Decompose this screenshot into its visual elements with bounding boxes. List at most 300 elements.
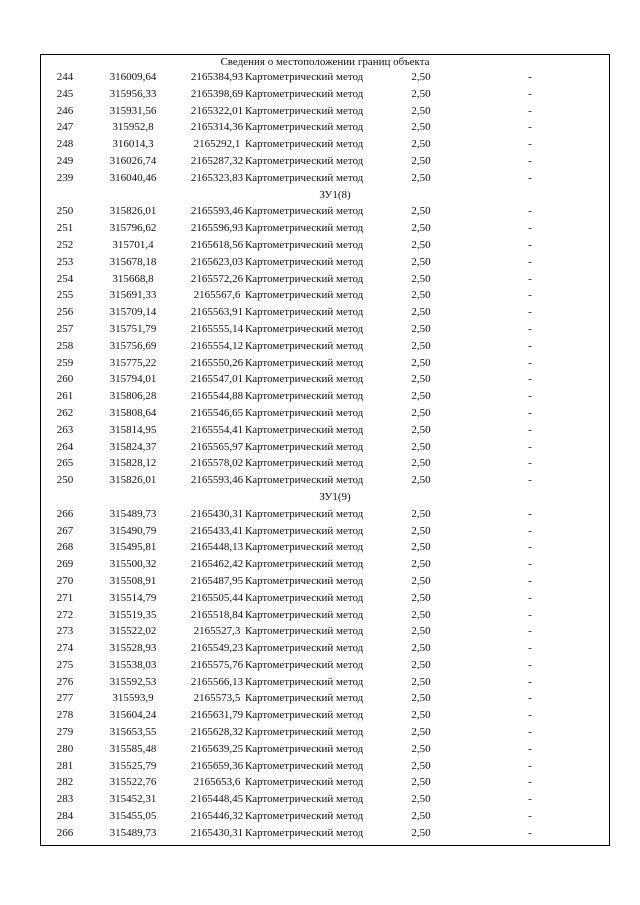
point-number: 276	[56, 675, 74, 688]
description: -	[528, 675, 532, 688]
method: Картометрический метод	[245, 558, 364, 571]
table-row	[41, 506, 609, 523]
table-title: Сведения о местоположении границ объекта	[220, 56, 430, 68]
coord-x: 315691,33	[109, 289, 157, 302]
coord-y: 2165505,44	[190, 591, 244, 604]
coord-y: 2165554,12	[190, 339, 244, 352]
point-number: 274	[56, 642, 74, 655]
coord-x: 315796,62	[109, 222, 157, 235]
method: Картометрический метод	[245, 826, 364, 839]
method: Картометрический метод	[245, 171, 364, 184]
coord-y: 2165430,31	[190, 826, 244, 839]
accuracy: 2,50	[411, 591, 431, 604]
coord-x: 315455,05	[109, 810, 157, 823]
method: Картометрический метод	[245, 406, 364, 419]
coord-x: 315452,31	[109, 793, 157, 806]
method: Картометрический метод	[245, 322, 364, 335]
accuracy: 2,50	[411, 726, 431, 739]
coord-x: 315956,33	[109, 87, 157, 100]
coord-y: 2165631,79	[190, 709, 244, 722]
coord-y: 2165398,69	[190, 87, 244, 100]
table-row	[41, 321, 609, 338]
table-row	[41, 556, 609, 573]
coord-x: 315514,79	[109, 591, 157, 604]
point-number: 281	[56, 759, 74, 772]
point-number: 239	[56, 171, 74, 184]
table-row	[41, 86, 609, 103]
coord-x: 315701,4	[112, 238, 154, 251]
coord-y: 2165639,25	[190, 742, 244, 755]
accuracy: 2,50	[411, 574, 431, 587]
coord-x: 315519,35	[109, 608, 157, 621]
method: Картометрический метод	[245, 222, 364, 235]
accuracy: 2,50	[411, 692, 431, 705]
coord-x: 315794,01	[109, 373, 157, 386]
description: -	[528, 423, 532, 436]
method: Картометрический метод	[245, 104, 364, 117]
coord-x: 315508,91	[109, 574, 157, 587]
description: -	[528, 457, 532, 470]
method: Картометрический метод	[245, 776, 364, 789]
coord-y: 2165433,41	[190, 524, 244, 537]
accuracy: 2,50	[411, 406, 431, 419]
description: -	[528, 558, 532, 571]
description: -	[528, 440, 532, 453]
method: Картометрический метод	[245, 138, 364, 151]
method: Картометрический метод	[245, 87, 364, 100]
description: -	[528, 356, 532, 369]
point-number: 247	[56, 121, 74, 134]
point-number: 261	[56, 390, 74, 403]
method: Картометрический метод	[245, 507, 364, 520]
point-number: 278	[56, 709, 74, 722]
method: Картометрический метод	[245, 423, 364, 436]
accuracy: 2,50	[411, 272, 431, 285]
description: -	[528, 306, 532, 319]
method: Картометрический метод	[245, 272, 364, 285]
coord-y: 2165563,91	[190, 306, 244, 319]
coord-x: 315489,73	[109, 826, 157, 839]
accuracy: 2,50	[411, 675, 431, 688]
coord-x: 315828,12	[109, 457, 157, 470]
description: -	[528, 373, 532, 386]
coord-x: 315653,55	[109, 726, 157, 739]
accuracy: 2,50	[411, 642, 431, 655]
coord-y: 2165573,5	[193, 692, 241, 705]
description: -	[528, 171, 532, 184]
coord-x: 315952,8	[112, 121, 154, 134]
point-number: 259	[56, 356, 74, 369]
coord-x: 315525,79	[109, 759, 157, 772]
coord-x: 316009,64	[109, 71, 157, 83]
coord-y: 2165544,88	[190, 390, 244, 403]
point-number: 271	[56, 591, 74, 604]
point-number: 252	[56, 238, 74, 251]
table-row	[41, 304, 609, 321]
description: -	[528, 222, 532, 235]
method: Картометрический метод	[245, 642, 364, 655]
coord-x: 315808,64	[109, 406, 157, 419]
coord-y: 2165653,6	[193, 776, 241, 789]
accuracy: 2,50	[411, 507, 431, 520]
coord-y: 2165448,13	[190, 541, 244, 554]
method: Картометрический метод	[245, 574, 364, 587]
point-number: 268	[56, 541, 74, 554]
description: -	[528, 810, 532, 823]
method: Картометрический метод	[245, 306, 364, 319]
accuracy: 2,50	[411, 524, 431, 537]
coord-x: 315500,32	[109, 558, 157, 571]
point-number: 258	[56, 339, 74, 352]
table-row	[41, 808, 609, 825]
coord-y: 2165572,26	[190, 272, 244, 285]
accuracy: 2,50	[411, 289, 431, 302]
coord-y: 2165578,02	[190, 457, 244, 470]
accuracy: 2,50	[411, 171, 431, 184]
coord-y: 2165384,93	[190, 71, 244, 83]
method: Картометрический метод	[245, 205, 364, 218]
coord-y: 2165322,01	[190, 104, 244, 117]
coord-y: 2165593,46	[190, 474, 244, 487]
table-row	[41, 69, 609, 86]
table-row	[41, 674, 609, 691]
point-number: 282	[56, 776, 74, 789]
table-row	[41, 388, 609, 405]
point-number: 251	[56, 222, 74, 235]
description: -	[528, 507, 532, 520]
method: Картометрический метод	[245, 759, 364, 772]
coord-x: 315490,79	[109, 524, 157, 537]
coord-x: 315678,18	[109, 255, 157, 268]
table-row	[41, 439, 609, 456]
method: Картометрический метод	[245, 608, 364, 621]
coord-x: 315826,01	[109, 474, 157, 487]
point-number: 262	[56, 406, 74, 419]
table-row	[41, 472, 609, 489]
coord-x: 315751,79	[109, 322, 157, 335]
coord-x: 315528,93	[109, 642, 157, 655]
coord-y: 2165546,65	[190, 406, 244, 419]
coord-y: 2165628,32	[190, 726, 244, 739]
method: Картометрический метод	[245, 440, 364, 453]
accuracy: 2,50	[411, 121, 431, 134]
point-number: 269	[56, 558, 74, 571]
coord-x: 316026,74	[109, 154, 157, 167]
coord-y: 2165323,83	[190, 171, 244, 184]
accuracy: 2,50	[411, 87, 431, 100]
coord-y: 2165566,13	[190, 675, 244, 688]
point-number: 273	[56, 625, 74, 638]
coord-y: 2165554,41	[190, 423, 244, 436]
accuracy: 2,50	[411, 658, 431, 671]
description: -	[528, 658, 532, 671]
table-row	[41, 607, 609, 624]
table-row	[41, 774, 609, 791]
description: -	[528, 793, 532, 806]
coord-x: 315495,81	[109, 541, 157, 554]
table-row	[41, 590, 609, 607]
coord-y: 2165487,95	[190, 574, 244, 587]
table-row	[41, 758, 609, 775]
description: -	[528, 154, 532, 167]
coordinates-table	[41, 69, 609, 842]
method: Картометрический метод	[245, 524, 364, 537]
section-label: ЗУ1(8)	[319, 188, 351, 201]
description: -	[528, 642, 532, 655]
point-number: 279	[56, 726, 74, 739]
method: Картометрический метод	[245, 625, 364, 638]
coord-x: 315538,03	[109, 658, 157, 671]
method: Картометрический метод	[245, 793, 364, 806]
coord-x: 315585,48	[109, 742, 157, 755]
coord-y: 2165618,56	[190, 238, 244, 251]
method: Картометрический метод	[245, 255, 364, 268]
accuracy: 2,50	[411, 423, 431, 436]
point-number: 277	[56, 692, 74, 705]
accuracy: 2,50	[411, 138, 431, 151]
table-row	[41, 690, 609, 707]
table-row	[41, 405, 609, 422]
point-number: 248	[56, 138, 74, 151]
accuracy: 2,50	[411, 390, 431, 403]
coord-y: 2165575,76	[190, 658, 244, 671]
method: Картометрический метод	[245, 289, 364, 302]
table-row	[41, 640, 609, 657]
method: Картометрический метод	[245, 726, 364, 739]
coord-x: 316014,3	[112, 138, 154, 151]
coord-y: 2165527,3	[193, 625, 241, 638]
table-row	[41, 220, 609, 237]
coord-y: 2165659,36	[190, 759, 244, 772]
description: -	[528, 272, 532, 285]
accuracy: 2,50	[411, 205, 431, 218]
accuracy: 2,50	[411, 306, 431, 319]
coord-x: 315709,14	[109, 306, 157, 319]
description: -	[528, 104, 532, 117]
point-number: 250	[56, 205, 74, 218]
table-row	[41, 539, 609, 556]
coord-y: 2165623,03	[190, 255, 244, 268]
method: Картометрический метод	[245, 154, 364, 167]
point-number: 272	[56, 608, 74, 621]
point-number: 280	[56, 742, 74, 755]
coord-x: 315489,73	[109, 507, 157, 520]
accuracy: 2,50	[411, 104, 431, 117]
table-row	[41, 724, 609, 741]
description: -	[528, 591, 532, 604]
coord-y: 2165555,14	[190, 322, 244, 335]
table-row	[41, 103, 609, 120]
coord-y: 2165550,26	[190, 356, 244, 369]
description: -	[528, 574, 532, 587]
description: -	[528, 390, 532, 403]
coord-x: 316040,46	[109, 171, 157, 184]
coord-x: 315668,8	[112, 272, 154, 285]
accuracy: 2,50	[411, 71, 431, 83]
accuracy: 2,50	[411, 625, 431, 638]
accuracy: 2,50	[411, 826, 431, 839]
coord-y: 2165518,84	[190, 608, 244, 621]
description: -	[528, 692, 532, 705]
accuracy: 2,50	[411, 339, 431, 352]
coord-x: 315604,24	[109, 709, 157, 722]
point-number: 253	[56, 255, 74, 268]
accuracy: 2,50	[411, 474, 431, 487]
description: -	[528, 608, 532, 621]
table-row	[41, 523, 609, 540]
point-number: 275	[56, 658, 74, 671]
description: -	[528, 121, 532, 134]
method: Картометрический метод	[245, 675, 364, 688]
table-row	[41, 422, 609, 439]
coord-y: 2165314,36	[190, 121, 244, 134]
coord-y: 2165593,46	[190, 205, 244, 218]
point-number: 265	[56, 457, 74, 470]
method: Картометрический метод	[245, 692, 364, 705]
accuracy: 2,50	[411, 558, 431, 571]
point-number: 267	[56, 524, 74, 537]
point-number: 246	[56, 104, 74, 117]
coord-x: 315826,01	[109, 205, 157, 218]
description: -	[528, 826, 532, 839]
table-row	[41, 707, 609, 724]
accuracy: 2,50	[411, 759, 431, 772]
table-row	[41, 355, 609, 372]
table-row	[41, 623, 609, 640]
point-number: 284	[56, 810, 74, 823]
method: Картометрический метод	[245, 709, 364, 722]
table-row	[41, 741, 609, 758]
point-number: 250	[56, 474, 74, 487]
accuracy: 2,50	[411, 742, 431, 755]
point-number: 270	[56, 574, 74, 587]
method: Картометрический метод	[245, 541, 364, 554]
accuracy: 2,50	[411, 322, 431, 335]
point-number: 254	[56, 272, 74, 285]
coord-y: 2165596,93	[190, 222, 244, 235]
method: Картометрический метод	[245, 810, 364, 823]
coord-x: 315592,53	[109, 675, 157, 688]
coord-y: 2165446,32	[190, 810, 244, 823]
description: -	[528, 238, 532, 251]
point-number: 255	[56, 289, 74, 302]
method: Картометрический метод	[245, 238, 364, 251]
point-number: 257	[56, 322, 74, 335]
description: -	[528, 541, 532, 554]
coord-x: 315931,56	[109, 104, 157, 117]
coord-y: 2165547,01	[190, 373, 244, 386]
coord-y: 2165549,23	[190, 642, 244, 655]
table-row	[41, 573, 609, 590]
point-number: 266	[56, 507, 74, 520]
method: Картометрический метод	[245, 457, 364, 470]
accuracy: 2,50	[411, 541, 431, 554]
description: -	[528, 406, 532, 419]
table-row	[41, 825, 609, 842]
method: Картометрический метод	[245, 742, 364, 755]
description: -	[528, 759, 532, 772]
table-row	[41, 119, 609, 136]
coord-y: 2165430,31	[190, 507, 244, 520]
coord-y: 2165462,42	[190, 558, 244, 571]
table-row	[41, 371, 609, 388]
table-row	[41, 455, 609, 472]
point-number: 244	[56, 71, 74, 83]
table-row	[41, 254, 609, 271]
description: -	[528, 742, 532, 755]
method: Картометрический метод	[245, 474, 364, 487]
point-number: 256	[56, 306, 74, 319]
section-label: ЗУ1(9)	[319, 490, 351, 503]
accuracy: 2,50	[411, 238, 431, 251]
method: Картометрический метод	[245, 71, 364, 83]
accuracy: 2,50	[411, 608, 431, 621]
method: Картометрический метод	[245, 591, 364, 604]
accuracy: 2,50	[411, 356, 431, 369]
accuracy: 2,50	[411, 810, 431, 823]
accuracy: 2,50	[411, 709, 431, 722]
table-row	[41, 153, 609, 170]
coord-y: 2165292,1	[193, 138, 241, 151]
method: Картометрический метод	[245, 658, 364, 671]
description: -	[528, 726, 532, 739]
coord-x: 315806,28	[109, 390, 157, 403]
description: -	[528, 138, 532, 151]
point-number: 283	[56, 793, 74, 806]
accuracy: 2,50	[411, 373, 431, 386]
description: -	[528, 524, 532, 537]
description: -	[528, 289, 532, 302]
coord-x: 315756,69	[109, 339, 157, 352]
method: Картометрический метод	[245, 121, 364, 134]
description: -	[528, 205, 532, 218]
coord-y: 2165567,6	[193, 289, 241, 302]
method: Картометрический метод	[245, 390, 364, 403]
coord-x: 315824,37	[109, 440, 157, 453]
table-row	[41, 237, 609, 254]
method: Картометрический метод	[245, 356, 364, 369]
method: Картометрический метод	[245, 339, 364, 352]
table-row	[41, 271, 609, 288]
point-number: 260	[56, 373, 74, 386]
table-row	[41, 203, 609, 220]
coord-x: 315522,02	[109, 625, 157, 638]
coord-x: 315814,95	[109, 423, 157, 436]
point-number: 266	[56, 826, 74, 839]
accuracy: 2,50	[411, 776, 431, 789]
coord-x: 315593,9	[112, 692, 154, 705]
table-row	[41, 170, 609, 187]
accuracy: 2,50	[411, 154, 431, 167]
description: -	[528, 625, 532, 638]
point-number: 263	[56, 423, 74, 436]
point-number: 249	[56, 154, 74, 167]
table-row	[41, 338, 609, 355]
method: Картометрический метод	[245, 373, 364, 386]
coord-x: 315522,76	[109, 776, 157, 789]
coord-x: 315775,22	[109, 356, 157, 369]
table-row	[41, 657, 609, 674]
description: -	[528, 255, 532, 268]
description: -	[528, 709, 532, 722]
table-row	[41, 136, 609, 153]
description: -	[528, 776, 532, 789]
point-number: 264	[56, 440, 74, 453]
accuracy: 2,50	[411, 440, 431, 453]
description: -	[528, 339, 532, 352]
table-frame	[40, 54, 610, 846]
description: -	[528, 474, 532, 487]
